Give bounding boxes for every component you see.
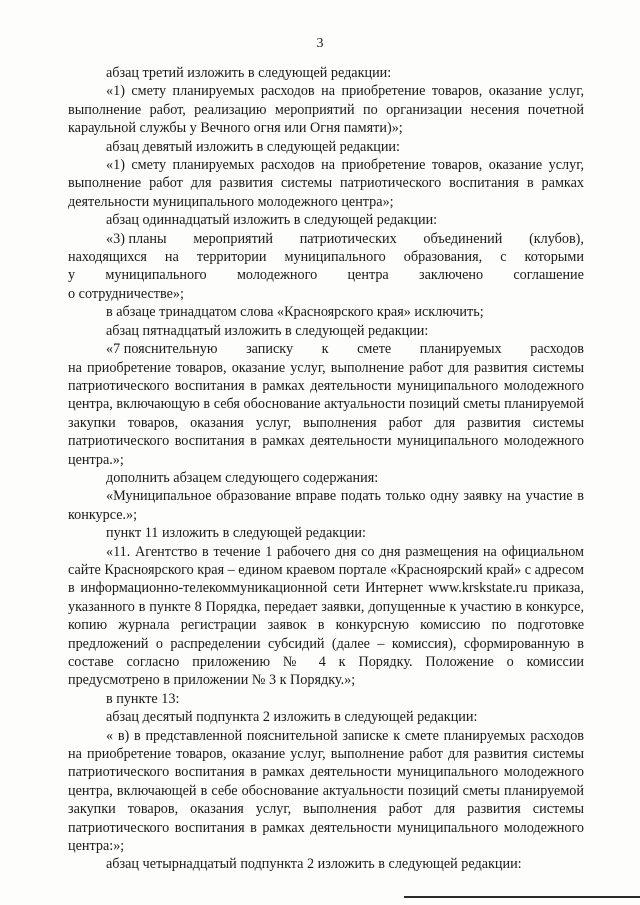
justified-line — [68, 230, 584, 248]
word: с — [500, 249, 507, 266]
word: к — [321, 341, 329, 358]
word: образования, — [403, 249, 483, 266]
word: центра — [347, 267, 389, 284]
word: муниципального — [284, 249, 386, 266]
paragraph-tail: о сотрудничестве»; — [68, 285, 184, 302]
word: расходов — [530, 341, 584, 358]
paragraph: абзац девятый изложить в следующей редакции: — [106, 138, 400, 155]
paragraph: абзац десятый подпункта 2 изложить в следующей редакции: — [106, 709, 478, 726]
word: объединений — [423, 230, 503, 247]
paragraph: пункт 11 изложить в следующей редакции: — [106, 525, 366, 542]
word: (клубов), — [529, 230, 584, 247]
word: соглашение — [513, 267, 584, 284]
paragraph: дополнить абзацем следующего содержания: — [106, 469, 379, 486]
paragraph: абзац третий изложить в следующей редакции: — [106, 65, 392, 81]
paragraph-explanatory-note — [68, 340, 584, 469]
scan-edge-line — [404, 896, 640, 898]
word: заключено — [419, 267, 484, 284]
paragraph: в абзаце тринадцатом слова «Красноярского края» исключить; — [106, 304, 484, 321]
document-body — [68, 64, 584, 874]
word: молодежного — [236, 267, 318, 284]
paragraph-tail: на приобретение товаров, оказание услуг, выполнение работ для развития системы патриотического воспитания в рамках деятельности муниципального молодежного центра, включающую в себя обоснование актуальности позиций сметы планируемой закупки товаров, оказания услуг, выполнения работ для развития системы патриотического воспитания в рамках деятельности муниципального молодежного центра.»; — [68, 359, 584, 468]
justified-line — [68, 340, 584, 358]
paragraph: « в) в представленной пояснительной записке к смете планируемых расходов на приобретение товаров, оказание услуг, выполнение работ для развития системы патриотического воспитания в рамках деятельности муниципального молодежного центра, включающей в себе обоснование актуальности позиций сметы планируемой закупки товаров, оказания услуг, выполнения работ для развития системы патриотического воспитания в рамках деятельности муниципального молодежного центра:»; — [68, 727, 584, 855]
paragraph: абзац одиннадцатый изложить в следующей редакции: — [106, 212, 438, 229]
justified-line — [68, 266, 584, 284]
paragraph: «1) смету планируемых расходов на приобретение товаров, оказание услуг, выполнение работ для развития системы патриотического воспитания в рамках деятельности муниципального молодежного центра»; — [68, 157, 584, 210]
word: находящихся — [68, 249, 147, 266]
paragraph-plans — [68, 230, 584, 304]
word: муниципального — [105, 267, 207, 284]
word: смете — [357, 341, 392, 358]
justified-line — [68, 248, 584, 266]
word: «3) планы — [106, 230, 167, 247]
paragraph: в пункте 13: — [106, 690, 180, 707]
word: на — [164, 249, 179, 266]
paragraph: абзац четырнадцатый подпункта 2 изложить в следующей редакции: — [106, 856, 522, 873]
paragraph: «1) смету планируемых расходов на приобретение товаров, оказание услуг, выполнение работ, реализацию мероприятий по организации несения почетной караульной службы у Вечного огня или Огня памяти)»; — [68, 83, 584, 137]
word: «7 пояснительную — [106, 341, 218, 358]
page-number: 3 — [316, 36, 324, 51]
word: записку — [246, 341, 294, 358]
paragraph: «11. Агентство в течение 1 рабочего дня со дня размещения на официальном сайте Красноярского края – едином краевом портале «Красноярский край» с адресом в информационно-телекоммуникационной сети Интернет www.krskstate.ru приказа, указанного в пункте 8 Порядка, передает заявки, допущенные к участию в конкурсе, копию журнала регистрации заявок в конкурсную комиссию по подготовке предложений о распределении субсидий (далее – комиссия), сформированную в составе согласно приложению № 4 к Порядку. Положение о комиссии предусмотрено в приложении № 3 к Порядку.»; — [68, 543, 584, 689]
word: патриотических — [299, 230, 397, 247]
word: планируемых — [419, 341, 502, 358]
paragraph: абзац пятнадцатый изложить в следующей редакции: — [106, 322, 429, 339]
paragraph: «Муниципальное образование вправе подать только одну заявку на участие в конкурсе.»; — [68, 488, 584, 523]
word: у — [68, 267, 76, 284]
word: мероприятий — [193, 230, 273, 247]
word: территории — [196, 249, 267, 266]
word: которыми — [524, 249, 584, 266]
